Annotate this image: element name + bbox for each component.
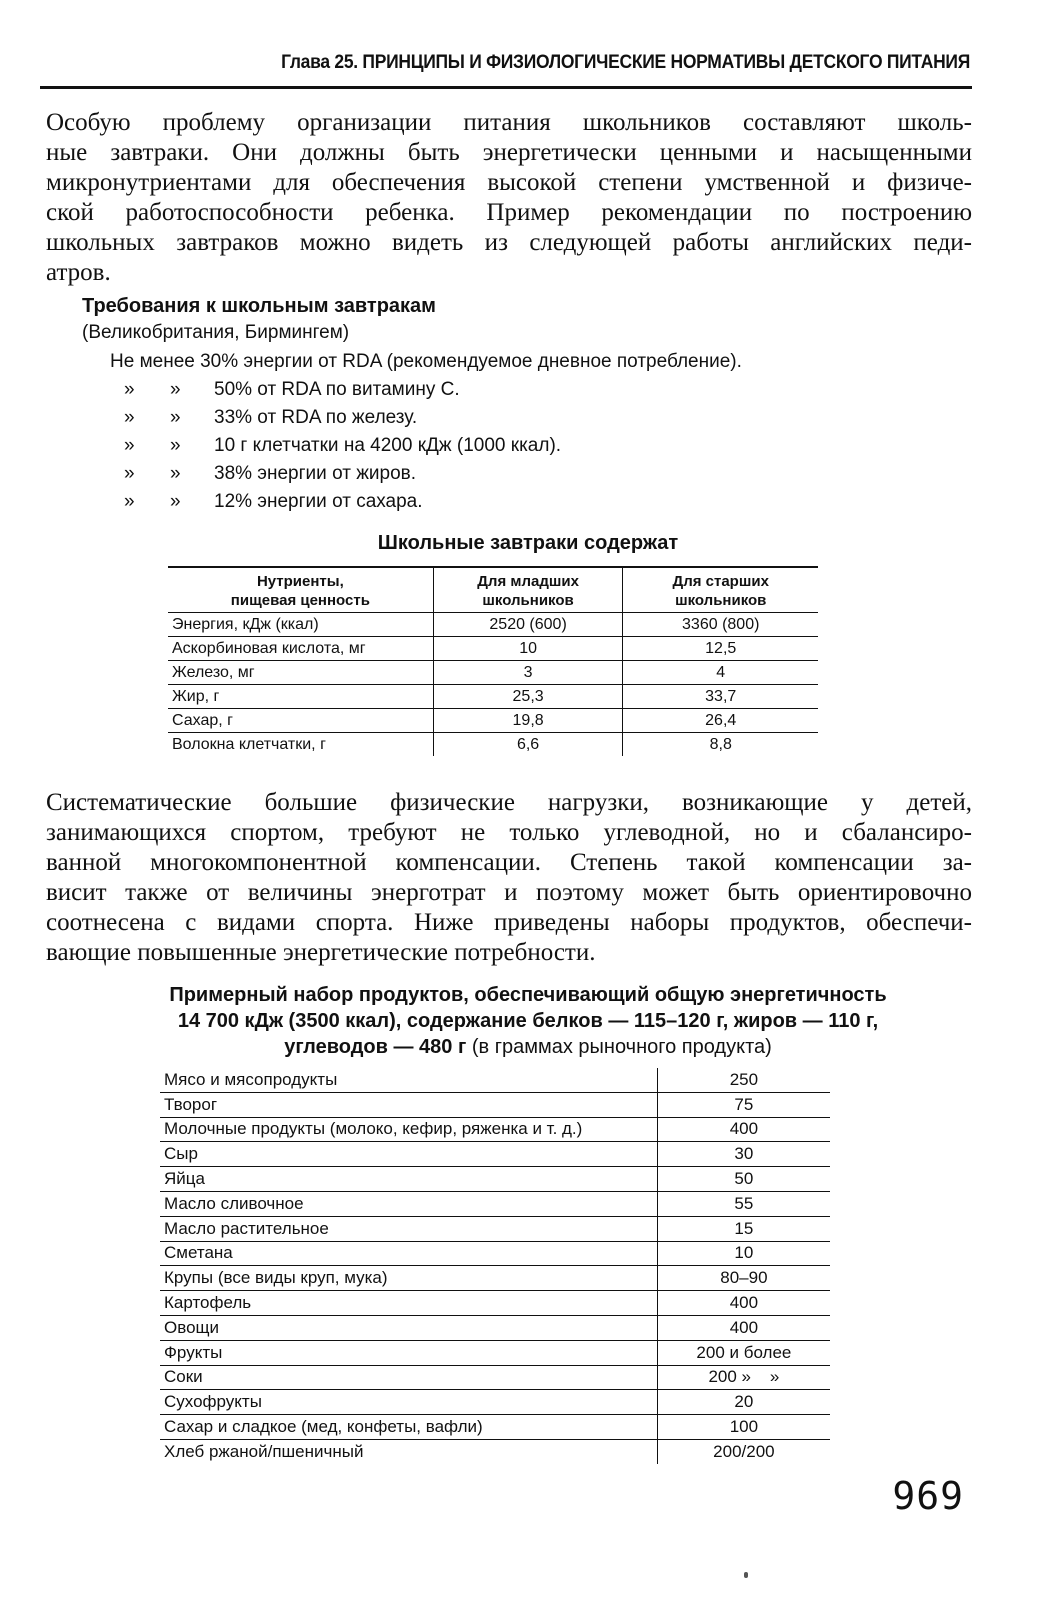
requirement-item	[110, 376, 742, 404]
nutrient-cell: Сахар, г	[168, 709, 433, 733]
requirement-item	[110, 460, 742, 488]
product-cell: Овощи	[160, 1315, 657, 1340]
amount-cell: 200 и более	[657, 1340, 830, 1365]
text-line: микронутриентами для обеспечения высокой степени умственной и физиче-	[46, 169, 972, 196]
amount-cell: 250	[657, 1068, 830, 1092]
amount-cell: 200 » »	[657, 1365, 830, 1390]
table-row	[168, 685, 818, 709]
table-row	[160, 1142, 830, 1167]
ditto-mark: »	[170, 435, 181, 456]
product-cell: Масло сливочное	[160, 1191, 657, 1216]
product-cell: Крупы (все виды круп, мука)	[160, 1266, 657, 1291]
table-row	[160, 1216, 830, 1241]
header-line: школьников	[675, 592, 767, 609]
table-row	[168, 613, 818, 637]
table2-title	[0, 982, 1056, 1060]
header-rule	[40, 86, 972, 89]
table-header-row	[168, 567, 818, 613]
ditto-mark: »	[170, 491, 181, 512]
table-row	[160, 1340, 830, 1365]
product-cell: Сыр	[160, 1142, 657, 1167]
requirements-title: Требования к школьным завтракам	[82, 295, 436, 317]
table2-title-line	[0, 1034, 1056, 1060]
text-line: ные завтраки. Они должны быть энергетически ценными и насыщенными	[46, 139, 972, 166]
nutrient-cell: Жир, г	[168, 685, 433, 709]
table2-title-note: (в граммах рыночного продукта)	[466, 1036, 772, 1058]
table-row	[168, 733, 818, 757]
running-head: Глава 25. ПРИНЦИПЫ И ФИЗИОЛОГИЧЕСКИЕ НОРМАТИВЫ ДЕТСКОГО ПИТАНИЯ	[281, 52, 970, 73]
table-row	[160, 1315, 830, 1340]
column-header-nutrients	[168, 567, 433, 613]
table-row	[160, 1415, 830, 1440]
ditto-mark: »	[170, 463, 181, 484]
header-line: Для младших	[477, 573, 579, 590]
amount-cell: 15	[657, 1216, 830, 1241]
product-cell: Масло растительное	[160, 1216, 657, 1241]
table-row	[160, 1266, 830, 1291]
amount-cell: 400	[657, 1117, 830, 1142]
table-row	[160, 1191, 830, 1216]
nutrient-cell: Волокна клетчатки, г	[172, 736, 326, 753]
amount-cell: 10	[657, 1241, 830, 1266]
amount-cell: 100	[657, 1415, 830, 1440]
product-cell: Творог	[160, 1092, 657, 1117]
text-line: соотнесена с видами спорта. Ниже приведены наборы продуктов, обеспечи-	[46, 909, 972, 936]
older-value-cell: 26,4	[623, 709, 818, 733]
table2-title-line: Примерный набор продуктов, обеспечивающий общую энергетичность	[169, 984, 887, 1006]
table-row	[160, 1167, 830, 1192]
scan-speck	[744, 1572, 748, 1578]
requirement-text: 10 г клетчатки на 4200 кДж (1000 ккал).	[214, 435, 562, 456]
page-number: 969	[892, 1474, 964, 1518]
table-row	[160, 1241, 830, 1266]
younger-value-cell: 2520 (600)	[433, 613, 623, 637]
product-cell: Яйца	[160, 1167, 657, 1192]
table-row	[160, 1291, 830, 1316]
header-line: Для старших	[672, 573, 769, 590]
amount-cell: 80–90	[657, 1266, 830, 1291]
nutrient-cell: Энергия, кДж (ккал)	[168, 613, 433, 637]
text-line: вающие повышенные энергетические потребности.	[46, 939, 596, 966]
requirement-first: Не менее 30% энергии от RDA (рекомендуемое дневное потребление).	[110, 351, 742, 372]
older-value-cell: 33,7	[623, 685, 818, 709]
younger-value-cell: 6,6	[433, 733, 623, 757]
ditto-mark: »	[124, 491, 135, 512]
product-cell: Сметана	[160, 1241, 657, 1266]
header-line: школьников	[482, 592, 574, 609]
product-cell: Молочные продукты (молоко, кефир, ряженка и т. д.)	[160, 1117, 657, 1142]
requirement-text: 12% энергии от сахара.	[214, 491, 423, 512]
school-breakfast-table	[168, 566, 818, 756]
table-row	[160, 1092, 830, 1117]
ditto-mark: »	[124, 407, 135, 428]
younger-value-cell: 19,8	[433, 709, 623, 733]
product-cell: Хлеб ржаной/пшеничный	[164, 1441, 364, 1461]
table-row	[160, 1439, 830, 1463]
table1-title: Школьные завтраки содержат	[377, 532, 679, 554]
amount-cell: 400	[657, 1315, 830, 1340]
ditto-mark: »	[124, 435, 135, 456]
table-row	[160, 1068, 830, 1092]
product-cell: Фрукты	[160, 1340, 657, 1365]
requirement-text: 38% энергии от жиров.	[214, 463, 417, 484]
text-line: атров.	[46, 259, 111, 286]
text-line: Особую проблему организации питания школьников составляют школь-	[46, 109, 972, 136]
younger-value-cell: 25,3	[433, 685, 623, 709]
text-line: ванной многокомпонентной компенсации. Степень такой компенсации за-	[46, 849, 972, 876]
amount-cell: 200/200	[657, 1439, 830, 1463]
table2-title-line: 14 700 кДж (3500 ккал), содержание белков — 115–120 г, жиров — 110 г,	[177, 1010, 879, 1032]
column-header-older	[623, 567, 818, 613]
older-value-cell: 12,5	[623, 637, 818, 661]
text-line: Систематические большие физические нагрузки, возникающие у детей,	[46, 789, 972, 816]
nutrient-cell: Аскорбиновая кислота, мг	[168, 637, 433, 661]
table-row	[168, 661, 818, 685]
paragraph-sports-nutrition	[46, 788, 972, 968]
nutrient-cell: Железо, мг	[168, 661, 433, 685]
ditto-mark: »	[124, 463, 135, 484]
amount-cell: 55	[657, 1191, 830, 1216]
younger-value-cell: 10	[433, 637, 623, 661]
product-cell: Сухофрукты	[160, 1390, 657, 1415]
product-cell: Картофель	[160, 1291, 657, 1316]
requirement-item	[110, 488, 742, 516]
amount-cell: 400	[657, 1291, 830, 1316]
ditto-mark: »	[170, 407, 181, 428]
amount-cell: 75	[657, 1092, 830, 1117]
text-line: школьных завтраков можно видеть из следующей работы английских педи-	[46, 229, 972, 256]
older-value-cell: 8,8	[623, 733, 818, 757]
text-line: занимающихся спортом, требуют не только углеводной, но и сбалансиро-	[46, 819, 972, 846]
amount-cell: 20	[657, 1390, 830, 1415]
amount-cell: 50	[657, 1167, 830, 1192]
ditto-mark: »	[170, 379, 181, 400]
requirements-subtitle: (Великобритания, Бирмингем)	[82, 322, 350, 343]
paragraph-school-breakfasts	[46, 108, 972, 288]
table-row	[160, 1390, 830, 1415]
ditto-mark: »	[124, 379, 135, 400]
header-line: Нутриенты,	[256, 573, 344, 590]
requirement-item	[110, 404, 742, 432]
column-header-younger	[433, 567, 623, 613]
requirement-item	[110, 432, 742, 460]
table-row	[160, 1117, 830, 1142]
younger-value-cell: 3	[433, 661, 623, 685]
product-cell: Сахар и сладкое (мед, конфеты, вафли)	[160, 1415, 657, 1440]
older-value-cell: 3360 (800)	[623, 613, 818, 637]
header-line: пищевая ценность	[230, 592, 370, 609]
requirement-text: 50% от RDA по витамину С.	[214, 379, 460, 400]
table-row	[168, 709, 818, 733]
text-line: ской работоспособности ребенка. Пример рекомендации по построению	[46, 199, 972, 226]
text-line: висит также от величины энерготрат и поэтому может быть ориентировочно	[46, 879, 972, 906]
food-set-table	[160, 1068, 830, 1464]
table2-title-bold: углеводов — 480 г	[284, 1036, 467, 1058]
amount-cell: 30	[657, 1142, 830, 1167]
older-value-cell: 4	[623, 661, 818, 685]
table-row	[168, 637, 818, 661]
table-row	[160, 1365, 830, 1390]
requirement-text: 33% от RDA по железу.	[214, 407, 418, 428]
requirements-list	[110, 348, 742, 516]
product-cell: Соки	[160, 1365, 657, 1390]
product-cell: Мясо и мясопродукты	[160, 1068, 657, 1092]
